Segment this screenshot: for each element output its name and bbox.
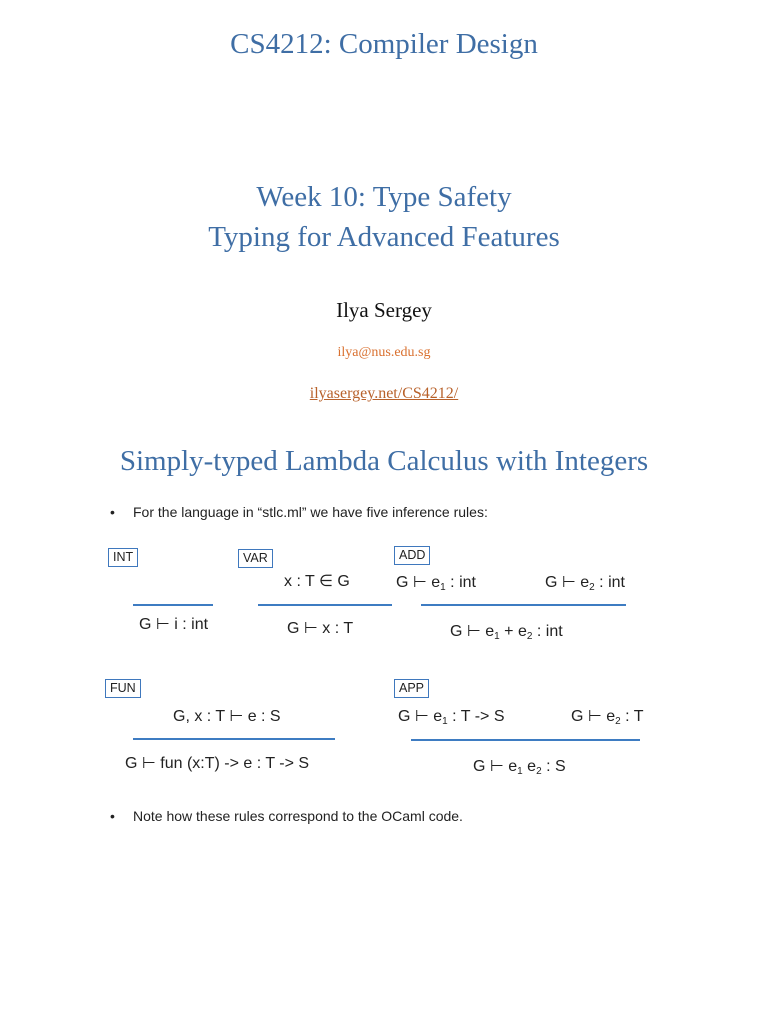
premise-text: G ⊢ e xyxy=(396,574,441,591)
subscript: 2 xyxy=(536,766,542,777)
rule-tag-add: ADD xyxy=(394,546,430,565)
subscript: 1 xyxy=(442,716,448,727)
conclusion-type: : int xyxy=(532,623,563,640)
rule-int-conclusion: G ⊢ i : int xyxy=(139,616,209,633)
premise-type: : int xyxy=(594,574,625,591)
conclusion-text: G ⊢ e xyxy=(450,623,495,640)
bullet-text: For the language in “stlc.ml” we have five inference rules: xyxy=(133,504,488,520)
course-title: CS4212: Compiler Design xyxy=(230,28,538,60)
conclusion-text: e xyxy=(522,758,537,775)
subscript: 1 xyxy=(517,766,523,777)
premise-text: G ⊢ e xyxy=(571,708,616,725)
subscript: 1 xyxy=(494,631,500,642)
rule-add-conclusion xyxy=(450,621,563,641)
subscript: 1 xyxy=(440,582,446,593)
inference-line-add xyxy=(421,604,626,606)
premise-text: G ⊢ e xyxy=(545,574,590,591)
conclusion-type: : S xyxy=(541,758,566,775)
rule-app-premise-2 xyxy=(571,706,644,726)
premise-type: : T xyxy=(620,708,644,725)
rule-var-premise: x : T ∈ G xyxy=(284,573,350,590)
rule-tag-var: VAR xyxy=(238,549,273,568)
rule-fun-conclusion: G ⊢ fun (x:T) -> e : T -> S xyxy=(125,755,310,772)
rule-tag-app: APP xyxy=(394,679,429,698)
subscript: 2 xyxy=(526,631,533,642)
author-email[interactable]: ilya@nus.edu.sg xyxy=(337,345,431,360)
rule-add-premise-2 xyxy=(545,572,625,592)
rule-add-premise-1 xyxy=(396,572,476,592)
lecture-title xyxy=(0,177,768,257)
inference-line-app xyxy=(411,739,640,741)
rule-tag-int: INT xyxy=(108,548,138,567)
rule-fun-premise: G, x : T ⊢ e : S xyxy=(173,708,281,725)
inference-line-int xyxy=(133,604,213,606)
premise-text: G ⊢ e xyxy=(398,708,443,725)
rule-var-conclusion: G ⊢ x : T xyxy=(287,620,354,637)
conclusion-text: + e xyxy=(499,623,527,640)
inference-line-var xyxy=(258,604,392,606)
premise-type: : T -> S xyxy=(447,708,505,725)
inference-line-fun xyxy=(133,738,335,740)
rule-app-conclusion xyxy=(473,756,566,776)
bullet-marker: • xyxy=(110,504,115,520)
author-name: Ilya Sergey xyxy=(336,298,432,322)
conclusion-text: G ⊢ e xyxy=(473,758,518,775)
section-title: Simply-typed Lambda Calculus with Integers xyxy=(119,445,649,477)
lecture-title-line-1: Week 10: Type Safety xyxy=(256,181,512,213)
subscript: 2 xyxy=(615,716,621,727)
bullet-text: Note how these rules correspond to the OCaml code. xyxy=(133,808,463,824)
rule-app-premise-1 xyxy=(398,706,505,726)
bullet-marker: • xyxy=(110,808,115,824)
subscript: 2 xyxy=(589,582,595,593)
premise-type: : int xyxy=(445,574,476,591)
course-website-link[interactable]: ilyasergey.net/CS4212/ xyxy=(309,385,459,402)
lecture-title-line-2: Typing for Advanced Features xyxy=(208,221,560,253)
rule-tag-fun: FUN xyxy=(105,679,141,698)
